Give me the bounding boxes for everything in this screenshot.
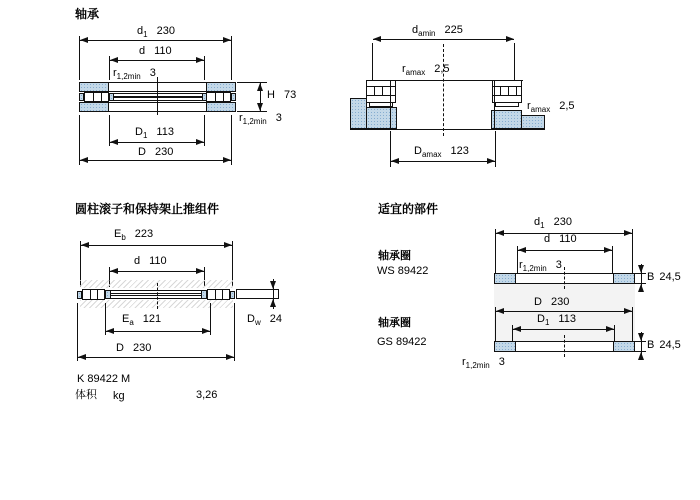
dim-subscript: 1,2min — [242, 117, 267, 127]
dim-label-H — [267, 89, 296, 103]
extension-line — [495, 131, 496, 167]
dim-symbol: D — [414, 145, 422, 157]
sleeve-inner-lines — [110, 96, 206, 98]
center-line — [564, 335, 565, 357]
dim-label-Damax — [414, 145, 469, 159]
arrowhead-up — [270, 299, 276, 307]
dim-subscript: amax — [421, 150, 442, 160]
dim-subscript: w — [254, 318, 261, 328]
roller-divider — [508, 87, 509, 95]
dim-subscript: b — [121, 233, 126, 243]
dim-subscript: 1 — [142, 131, 148, 141]
dim-subscript: amin — [418, 29, 436, 39]
gs-washer-label: 轴承圈 — [378, 317, 411, 329]
dim-value: 73 — [283, 89, 297, 101]
roller-divider — [222, 290, 223, 299]
sleeve-inner-lines — [106, 293, 206, 296]
dim-label-ramax-side — [527, 100, 575, 114]
dim-value: 223 — [134, 228, 154, 240]
housing-block-left — [350, 98, 367, 129]
dimension-line-Damax — [391, 161, 495, 162]
dim-subscript: 1,2min — [116, 72, 141, 82]
roller-divider — [374, 87, 375, 95]
dim-label-ws-r12 — [519, 259, 562, 273]
dim-label-r12-top — [113, 67, 156, 81]
dim-value: 121 — [142, 313, 162, 325]
dim-label-damin — [412, 24, 463, 38]
dim-value: 123 — [450, 145, 469, 157]
mass-unit: kg — [113, 390, 125, 402]
extension-line — [632, 229, 633, 273]
dim-label-gs-B — [647, 339, 681, 353]
dim-symbol: d — [534, 216, 541, 228]
dimension-line-H — [260, 83, 261, 111]
dimension-line-d — [110, 60, 204, 61]
dim-symbol: r — [462, 356, 466, 368]
arrowhead-up — [638, 284, 644, 292]
dim-symbol: r — [527, 100, 531, 112]
dim-subscript: 1 — [143, 30, 148, 40]
shaft-bore-line — [390, 80, 391, 129]
dim-symbol: H — [267, 89, 275, 101]
cage-lip-right — [230, 291, 235, 299]
roller-divider — [382, 87, 383, 95]
dim-symbol: D — [537, 313, 545, 325]
housing-seat-left — [366, 107, 397, 129]
dim-label-d-assembly — [134, 255, 167, 269]
dim-label-d1 — [137, 25, 175, 39]
assembly-section-title: 圆柱滚子和保持架止推组件 — [75, 202, 220, 216]
dim-symbol: r — [239, 112, 243, 124]
dim-value: 230 — [154, 146, 174, 158]
dimension-line-damin — [373, 39, 514, 40]
dim-subscript: a — [129, 318, 134, 328]
dim-value: 230 — [553, 216, 572, 228]
washer-hatch-right — [206, 103, 235, 111]
dim-symbol: B — [647, 339, 655, 351]
dim-label-r12-bottom — [239, 112, 282, 126]
washer-hatch-right — [613, 274, 634, 283]
dim-value: 24,5 — [659, 339, 681, 351]
dim-subscript: 1,2min — [522, 264, 547, 274]
washer-spigot-right — [495, 102, 519, 107]
dimension-line-d — [110, 271, 204, 272]
roller-divider — [215, 93, 216, 101]
center-line — [564, 267, 565, 289]
dim-label-gs-D1 — [537, 313, 576, 327]
dim-label-d — [139, 45, 172, 59]
shaft-bore-line — [494, 80, 495, 129]
dim-value: 2,5 — [434, 63, 450, 75]
dim-value: 110 — [149, 255, 167, 267]
roller-divider — [90, 290, 91, 299]
extension-line — [614, 325, 615, 341]
extension-line — [77, 303, 78, 361]
dim-value: 230 — [156, 25, 175, 37]
dim-symbol: r — [519, 259, 523, 271]
extension-line — [632, 307, 633, 341]
dim-value: 225 — [444, 24, 463, 36]
sleeve-cap-right — [201, 291, 206, 298]
dim-label-D1 — [135, 126, 174, 140]
dim-label-gs-r12 — [462, 356, 505, 370]
sleeve-cap-left — [106, 291, 111, 298]
roller-divider — [101, 93, 102, 101]
dim-symbol: B — [647, 271, 655, 283]
roller-set-left — [82, 289, 105, 300]
cage-sleeve — [105, 290, 207, 299]
cage-lip-right — [231, 93, 236, 101]
dim-value: 110 — [559, 233, 577, 245]
housing-block-right — [521, 115, 545, 129]
sleeve-cap-left — [110, 94, 114, 100]
extension-line — [204, 56, 205, 80]
shaft-shoulder-line — [372, 43, 373, 80]
dim-symbol: E — [122, 313, 130, 325]
dim-label-gs-D — [534, 296, 569, 310]
dim-value: 2,5 — [559, 100, 575, 112]
dim-subscript: 1 — [544, 318, 550, 328]
dim-value: 113 — [558, 313, 576, 325]
dim-symbol: d — [134, 255, 141, 267]
washer-hatch-left — [495, 342, 516, 351]
extension-line — [234, 303, 235, 361]
roller-divider — [500, 87, 501, 95]
dimension-line-Eb — [81, 245, 232, 246]
dim-subscript: 1,2min — [465, 361, 490, 371]
extension-line — [204, 115, 205, 146]
dim-value: 113 — [156, 126, 174, 138]
dim-symbol: D — [116, 342, 124, 354]
dim-symbol: r — [113, 67, 117, 79]
dim-symbol: D — [534, 296, 542, 308]
housing-seat-right — [491, 110, 522, 129]
dim-value: 110 — [154, 45, 172, 57]
dim-label-ws-d — [544, 233, 577, 247]
dim-symbol: D — [247, 313, 255, 325]
roller-divider — [93, 93, 94, 101]
washer-hatch-left — [80, 103, 109, 111]
dim-label-Eb — [114, 228, 153, 242]
dim-value: 24,5 — [659, 271, 681, 283]
roller-divider — [215, 290, 216, 299]
dim-value: 230 — [132, 342, 152, 354]
dim-label-ws-B — [647, 271, 681, 285]
extension-line — [612, 246, 613, 273]
dim-symbol: D — [138, 146, 146, 158]
gs-designation: GS 89422 — [377, 336, 427, 348]
dim-value: 230 — [550, 296, 570, 308]
dimension-line-gs-D — [496, 311, 632, 312]
extension-line — [231, 115, 232, 165]
washer-hatch-left — [495, 274, 516, 283]
dim-subscript: 1 — [540, 221, 545, 231]
washer-hatch-right — [206, 83, 235, 91]
dim-value: 3 — [149, 67, 156, 79]
roller-set-right — [206, 92, 231, 102]
dim-value: 3 — [275, 112, 282, 124]
ws-designation: WS 89422 — [377, 265, 429, 277]
mass-value: 3,26 — [196, 389, 218, 401]
dim-symbol: r — [402, 63, 406, 75]
dimension-line-D — [78, 357, 234, 358]
extension-line — [231, 36, 232, 80]
dim-subscript: amax — [405, 68, 426, 78]
center-line — [443, 44, 444, 136]
dim-label-Dw — [247, 313, 282, 327]
roller-set-left — [84, 92, 109, 102]
roller-divider — [97, 290, 98, 299]
roller-divider — [516, 87, 517, 95]
extension-line — [210, 303, 211, 335]
components-section-title: 适宜的部件 — [378, 202, 439, 216]
dim-symbol: E — [114, 228, 122, 240]
arrowhead-down — [638, 265, 644, 273]
washer-hatch-left — [80, 83, 109, 91]
dimension-line-D1 — [110, 142, 204, 143]
arrowhead-up — [638, 352, 644, 360]
dim-value: 24 — [269, 313, 282, 325]
dimension-line-Ea — [106, 331, 210, 332]
roller-divider — [223, 93, 224, 101]
dimension-line-D — [80, 160, 231, 161]
dimension-line-d1 — [80, 40, 231, 41]
shaft-shoulder-line — [514, 43, 515, 80]
arrowhead-down — [638, 333, 644, 341]
dim-label-Ea — [122, 313, 161, 327]
center-line — [157, 77, 158, 115]
dim-value: 3 — [555, 259, 562, 271]
washer-hatch-right — [613, 342, 634, 351]
ws-washer-label: 轴承圈 — [378, 250, 411, 262]
bearing-section-title: 轴承 — [75, 7, 100, 21]
dim-label-D — [138, 146, 173, 160]
dim-symbol: D — [135, 126, 143, 138]
dim-subscript: amax — [530, 105, 551, 115]
center-line — [157, 283, 158, 309]
housing-bottom-line — [350, 129, 545, 130]
dimension-line-gs-D1 — [513, 329, 614, 330]
dim-symbol: d — [544, 233, 551, 245]
dim-symbol: d — [139, 45, 146, 57]
dim-value: 3 — [498, 356, 505, 368]
roller-set-right — [207, 289, 230, 300]
dim-label-D-assembly — [116, 342, 151, 356]
mass-label: 体积 — [75, 389, 97, 401]
dim-label-ws-d1 — [534, 216, 572, 230]
arrowhead-down — [270, 281, 276, 289]
cage-sleeve — [109, 93, 207, 101]
assembly-designation: K 89422 M — [77, 373, 131, 385]
dim-symbol: d — [412, 24, 419, 36]
dimension-line-ws-d — [518, 250, 612, 251]
dim-symbol: d — [137, 25, 144, 37]
